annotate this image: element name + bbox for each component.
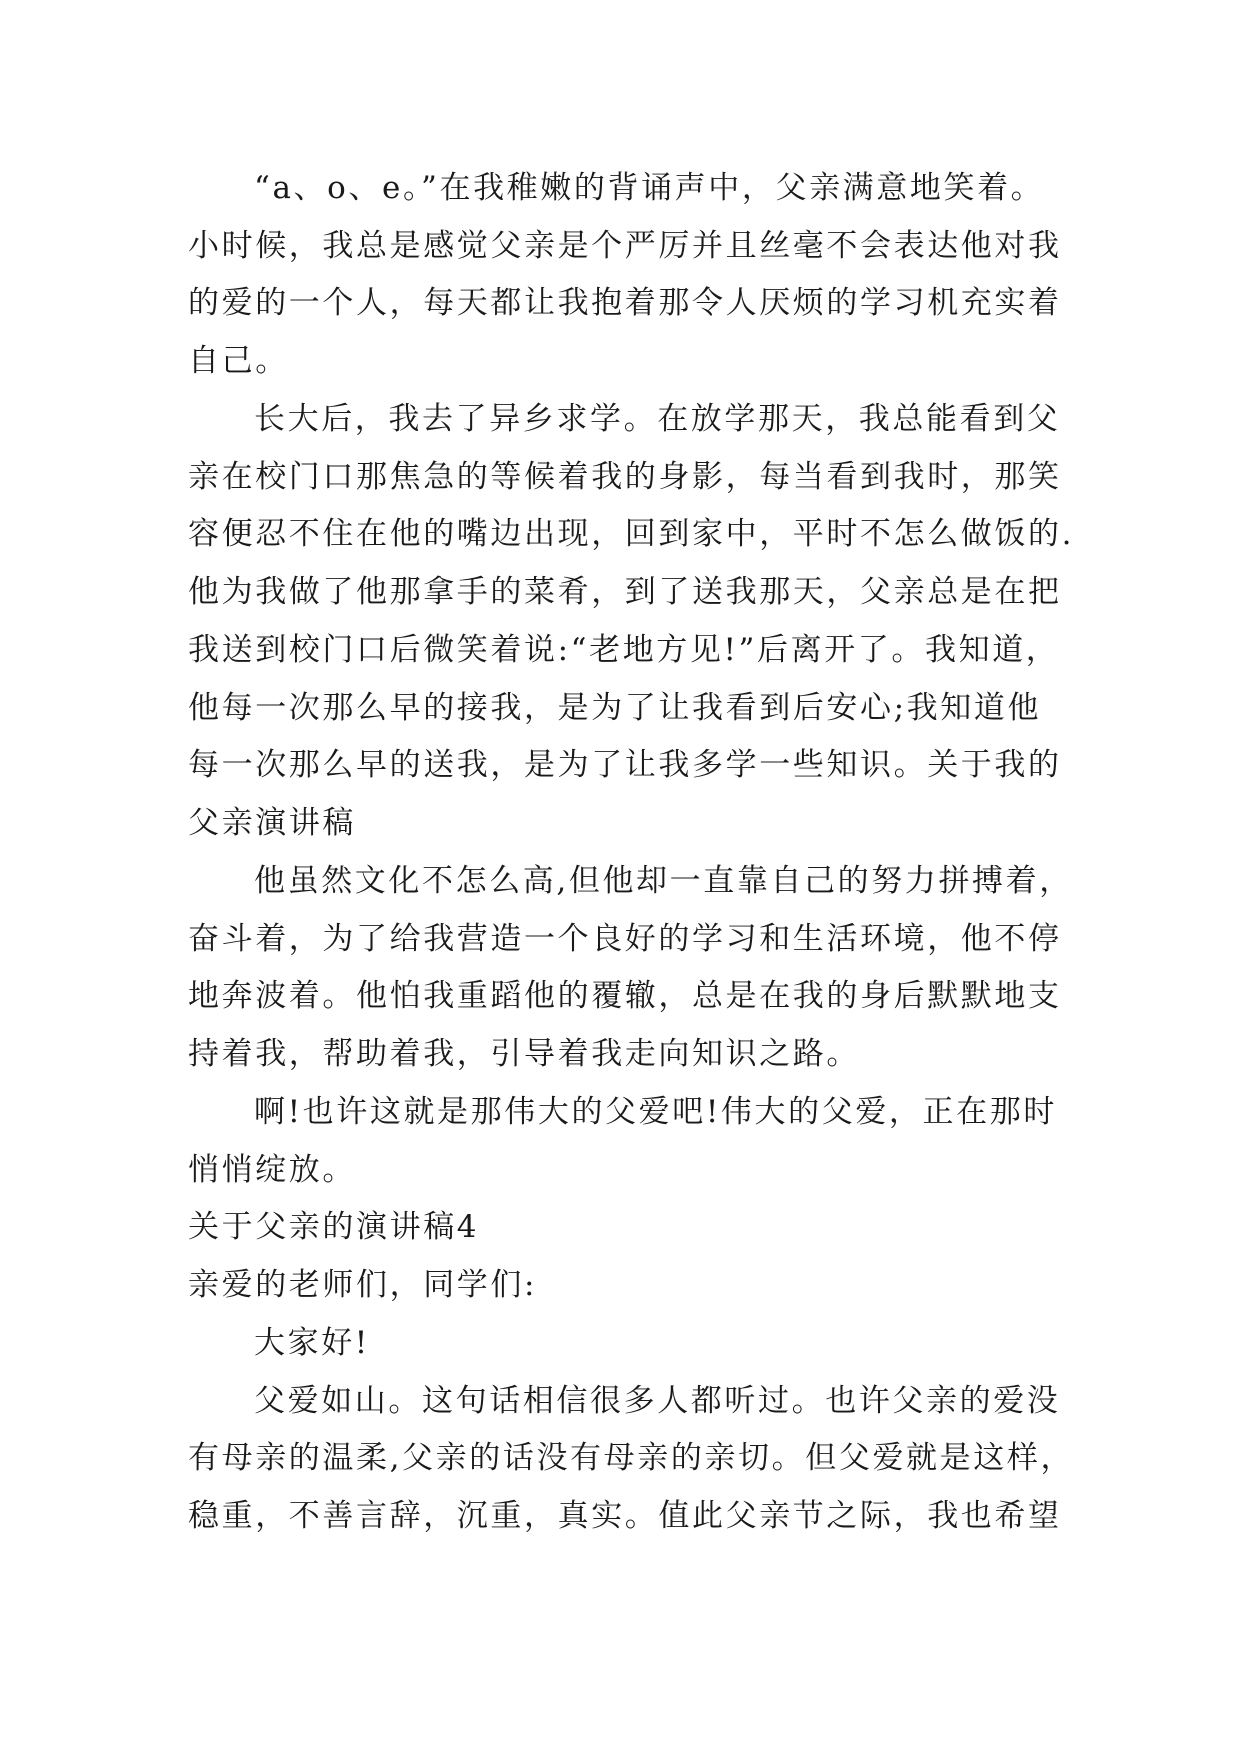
text-line: 悄悄绽放。 [188,1152,356,1188]
text-line: 奋斗着，为了给我营造一个良好的学习和生活环境，他不停 [188,921,1062,957]
text-line: 有母亲的温柔,父亲的话没有母亲的亲切。但父爱就是这样， [188,1440,1075,1476]
text-line: 容便忍不住在他的嘴边出现，回到家中，平时不怎么做饭的. [188,516,1075,552]
text-line: 父亲演讲稿 [188,805,356,841]
greeting: 大家好! [254,1325,370,1361]
text-line: 地奔波着。他怕我重蹈他的覆辙，总是在我的身后默默地支 [188,978,1062,1014]
text-line: 自己。 [188,343,289,379]
text-line: 小时候，我总是感觉父亲是个严厉并且丝毫不会表达他对我 [188,228,1062,264]
text-line: 他每一次那么早的接我，是为了让我看到后安心;我知道他 [188,690,1042,726]
text-line: 亲在校门口那焦急的等候着我的身影，每当看到我时，那笑 [188,459,1062,495]
text-line: 持着我，帮助着我，引导着我走向知识之路。 [188,1036,860,1072]
text-line: 他为我做了他那拿手的菜肴，到了送我那天，父亲总是在把 [188,574,1062,610]
text-line: 他虽然文化不怎么高,但他却一直靠自己的努力拼搏着， [254,863,1073,899]
salutation: 亲爱的老师们，同学们: [188,1267,538,1303]
text-line: 稳重，不善言辞，沉重，真实。值此父亲节之际，我也希望 [188,1498,1062,1534]
text-line: 我送到校门口后微笑着说:“老地方见!”后离开了。我知道， [188,632,1060,668]
text-line: “a、o、e。”在我稚嫩的背诵声中，父亲满意地笑着。 [254,170,1045,206]
text-line: 长大后，我去了异乡求学。在放学那天，我总能看到父 [254,401,1061,437]
text-line: 父爱如山。这句话相信很多人都听过。也许父亲的爱没 [254,1383,1061,1419]
section-heading: 关于父亲的演讲稿4 [188,1209,480,1245]
text-line: 啊!也许这就是那伟大的父爱吧!伟大的父爱，正在那时 [254,1094,1057,1130]
text-line: 每一次那么早的送我，是为了让我多学一些知识。关于我的 [188,747,1062,783]
text-line: 的爱的一个人，每天都让我抱着那令人厌烦的学习机充实着 [188,285,1062,321]
